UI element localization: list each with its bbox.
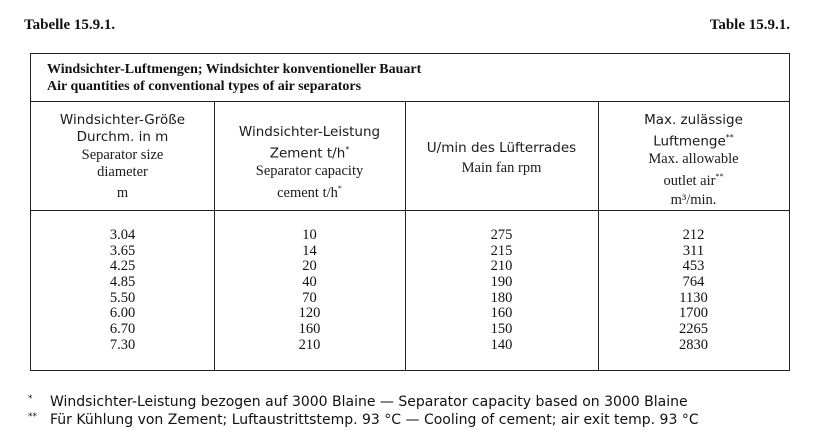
header-air-de1: Max. zulässige	[644, 112, 743, 128]
table-cell: 1700	[679, 305, 708, 322]
table-cell: 275	[490, 227, 513, 243]
header-air-en1: Max. allowable	[648, 150, 739, 167]
header-capacity-en1: Separator capacity	[255, 162, 364, 179]
table-cell: 2830	[679, 336, 708, 353]
table-cell: 3.65	[109, 242, 136, 259]
column-rpm-values	[405, 228, 598, 354]
table-cell: 210	[298, 336, 321, 353]
table-frame	[30, 53, 790, 371]
table-cell: 160	[298, 321, 321, 338]
column-air-values	[598, 228, 789, 354]
footnote-mark: *	[28, 394, 33, 404]
table-label-german: Tabelle 15.9.1.	[24, 17, 116, 33]
header-capacity-de2: Zement t/h	[269, 145, 346, 162]
table-cell: 6.70	[109, 321, 136, 338]
header-capacity	[214, 102, 405, 232]
caption-title-english: Air quantities of conventional types of air separators	[47, 79, 362, 94]
header-size-en1: Separator size	[81, 147, 164, 163]
table-cell: 6.00	[109, 305, 136, 322]
table-cell: 14	[302, 242, 317, 259]
table-cell: 453	[682, 258, 705, 275]
header-air-en2: outlet air	[663, 172, 716, 189]
footnote-text: Für Kühlung von Zement; Luftaustrittstemp. 93 °C — Cooling of cement; air exit temp. 93 °C	[50, 412, 699, 428]
footnote-mark: **	[28, 412, 37, 422]
header-rpm-en: Main fan rpm	[461, 160, 542, 176]
footnote-mark: **	[715, 171, 724, 181]
header-size-de2: Durchm. in m	[76, 129, 169, 145]
column-size-values	[31, 228, 214, 354]
table-cell: 120	[298, 305, 321, 322]
table-cell: 4.85	[109, 274, 136, 291]
column-capacity-values	[214, 228, 405, 354]
table-cell: 212	[682, 227, 705, 243]
table-cell: 2265	[679, 321, 708, 338]
caption-title-german: Windsichter-Luftmengen; Windsichter konventioneller Bauart	[47, 62, 422, 77]
table-cell: 210	[490, 258, 513, 275]
table-cell: 3.04	[109, 227, 136, 243]
table-cell: 150	[490, 321, 513, 338]
header-size-unit: m	[116, 185, 129, 201]
table-caption	[31, 54, 789, 102]
header-air-unit: m³/min.	[670, 192, 717, 209]
header-size-de1: Windsichter-Größe	[59, 112, 186, 128]
table-cell: 4.25	[109, 258, 136, 275]
table-cell: 10	[302, 227, 317, 243]
table-cell: 764	[682, 274, 705, 291]
header-air-de2: Luftmenge	[653, 133, 726, 150]
header-capacity-en2: cement t/h	[277, 184, 338, 201]
table-cell: 20	[302, 258, 317, 275]
table-cell: 40	[302, 274, 317, 291]
footnote-mark: *	[337, 183, 342, 193]
footnote-text: Windsichter-Leistung bezogen auf 3000 Blaine — Separator capacity based on 3000 Blaine	[50, 394, 688, 410]
table-cell: 180	[490, 289, 513, 306]
table-cell: 5.50	[109, 289, 136, 306]
table-cell: 1130	[679, 289, 708, 306]
footnote-mark: **	[725, 133, 734, 142]
header-air	[598, 102, 789, 220]
footnote-2	[28, 412, 699, 428]
table-label-english: Table 15.9.1.	[709, 17, 790, 33]
table-cell: 70	[302, 289, 317, 306]
footnote-mark: *	[345, 145, 350, 154]
table-cell: 311	[682, 242, 705, 259]
header-size	[31, 102, 214, 220]
header-capacity-de1: Windsichter-Leistung	[238, 124, 381, 140]
footnote-1	[28, 394, 688, 410]
header-size-en2: diameter	[97, 164, 148, 180]
table-cell: 140	[490, 336, 513, 353]
table-cell: 215	[490, 242, 513, 259]
header-rpm-de: U/min des Lüfterrades	[426, 140, 577, 156]
table-cell: 190	[490, 274, 513, 291]
table-cell: 7.30	[109, 336, 136, 353]
table-cell: 160	[490, 305, 513, 322]
